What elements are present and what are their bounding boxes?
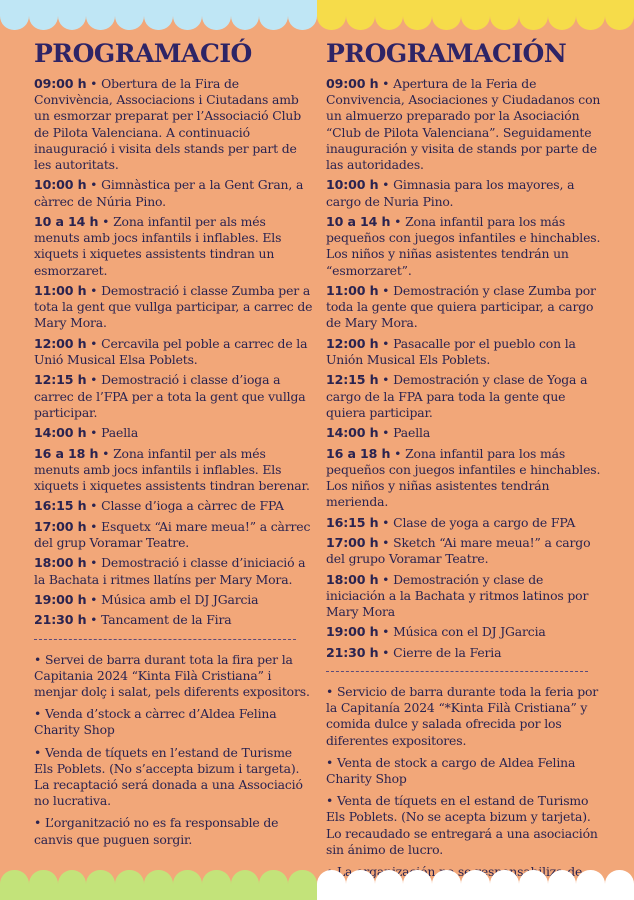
bullet-icon: • xyxy=(378,534,394,550)
schedule-description: Gimnasia para los mayores, a cargo de Nuria Pino. xyxy=(326,177,575,209)
schedule-time: 14:00 h xyxy=(34,425,87,441)
schedule-description: Clase de yoga a cargo de FPA xyxy=(393,514,576,530)
schedule-description: Demostración y clase Zumba por toda la gente que quiera participar, a cargo de Mary Mora. xyxy=(326,283,596,331)
schedule-time: 10:00 h xyxy=(326,177,379,193)
schedule-item xyxy=(326,425,606,441)
scallop-tooth xyxy=(259,0,288,30)
schedule-description: Demostración y clase de Yoga a cargo de la FPA para toda la gente que quiera participar. xyxy=(326,372,588,420)
catalan-divider xyxy=(34,639,296,640)
schedule-description: Música con el DJ JGarcia xyxy=(393,624,546,640)
scallop-tooth xyxy=(115,0,144,30)
schedule-time: 16:15 h xyxy=(326,514,379,530)
scallop-tooth xyxy=(490,870,519,900)
schedule-description: Zona infantil per als més menuts amb jocs infantils i inflables. Els xiquets i xiquetes assistents tindran un esmorzaret. xyxy=(34,214,282,278)
schedule-time: 11:00 h xyxy=(326,283,379,298)
scallop-tooth xyxy=(548,0,577,30)
scallop-tooth xyxy=(29,0,58,30)
schedule-item xyxy=(326,372,606,421)
schedule-item xyxy=(34,446,314,495)
schedule-time: 10:00 h xyxy=(34,177,87,193)
schedule-description: Demostració i classe d’iniciació a la Bachata i ritmes llatíns per Mary Mora. xyxy=(34,555,306,587)
schedule-description: Demostració i classe d’ioga a carrec de l’FPA per a tota la gent que vullga participar. xyxy=(34,372,306,420)
schedule-description: Cercavila pel poble a carrec de la Unió Musical Elsa Poblets. xyxy=(34,335,308,367)
schedule-time: 09:00 h xyxy=(34,76,87,91)
scallop-tooth xyxy=(519,0,548,30)
bullet-icon: • xyxy=(390,445,406,461)
schedule-item xyxy=(326,214,606,279)
schedule-time: 18:00 h xyxy=(34,555,87,571)
scallop-tooth xyxy=(202,0,231,30)
schedule-description: Esquetx “Ai mare meua!” a càrrec del grup Voramar Teatre. xyxy=(34,518,311,550)
scallop-tooth xyxy=(259,870,288,900)
scallop-tooth xyxy=(317,0,346,30)
schedule-item xyxy=(326,446,606,511)
schedule-description: Pasacalle por el pueblo con la Unión Musical Els Poblets. xyxy=(326,335,576,367)
info-note: • Venta de tíquets en el estand de Turismo Els Poblets. (No se acepta bizum y tarjeta). Lo recaudado se entregará a una asociación sin ánimo de lucro. xyxy=(326,793,598,857)
schedule-item xyxy=(326,336,606,368)
schedule-description: Demostración y clase de iniciación a la Bachata y ritmos latinos por Mary Mora xyxy=(326,571,589,619)
schedule-description: Zona infantil para los más pequeños con juegos infantiles e hinchables. Los niños y niñas asistentes tendrán un “esmorzaret”. xyxy=(326,214,601,278)
schedule-time: 19:00 h xyxy=(34,591,87,607)
bullet-icon: • xyxy=(86,372,102,388)
schedule-description: Sketch “Ai mare meua!” a cargo del grupo Voramar Teatre. xyxy=(326,534,591,567)
bottom-right-scallop xyxy=(317,870,634,900)
scallop-tooth xyxy=(0,0,29,30)
schedule-time: 14:00 h xyxy=(326,425,379,441)
bullet-icon: • xyxy=(378,335,394,351)
info-note: La se responsabiliza de xyxy=(336,863,583,879)
scallop-tooth xyxy=(0,870,29,900)
schedule-time: 09:00 h xyxy=(326,76,379,91)
scallop-tooth xyxy=(605,870,634,900)
schedule-item xyxy=(326,535,606,567)
schedule-description: Obertura de la Fira de Convivència, Associacions i Ciutadans amb un esmorzar preparat per l’Associació Club de Pilota Valenciana. A continuació inauguració i visita dels stands per part de les autoritats. xyxy=(34,76,302,173)
bullet-icon: • xyxy=(86,518,102,534)
scallop-tooth xyxy=(115,870,144,900)
catalan-schedule xyxy=(34,76,314,629)
schedule-item xyxy=(34,214,314,279)
bullet-icon: • xyxy=(378,425,394,441)
bullet-icon: • xyxy=(378,372,394,388)
bullet-icon: • xyxy=(378,76,394,91)
scallop-tooth xyxy=(58,870,87,900)
schedule-item xyxy=(34,372,314,421)
schedule-time: 10 a 14 h xyxy=(326,214,391,229)
schedule-time: 16:15 h xyxy=(34,498,87,514)
scallop-tooth xyxy=(288,0,317,30)
schedule-item xyxy=(34,519,314,551)
scallop-tooth xyxy=(432,870,461,900)
bullet-icon: • xyxy=(378,644,394,660)
info-note: • Servicio de barra durante toda la feria por la Capitanía 2024 “*Kinta Filà Cristiana” y comida dulce y salada ofrecida por los diferentes expositores. xyxy=(326,683,599,748)
scallop-tooth xyxy=(144,0,173,30)
schedule-time: 17:00 h xyxy=(34,518,87,534)
schedule-time: 21:30 h xyxy=(326,644,379,660)
schedule-description: Paella xyxy=(393,425,431,441)
info-note: • Venta de stock a cargo de Aldea Felina Charity Shop xyxy=(326,754,576,786)
bullet-icon: • xyxy=(86,498,102,514)
scallop-tooth xyxy=(58,0,87,30)
scallop-tooth xyxy=(461,0,490,30)
scallop-tooth xyxy=(548,870,577,900)
scallop-tooth xyxy=(231,0,260,30)
spanish-divider xyxy=(326,671,588,672)
spanish-notes xyxy=(326,684,606,896)
bullet-icon: • xyxy=(98,214,114,229)
schedule-item xyxy=(326,515,606,531)
bullet-icon: • xyxy=(378,571,394,587)
schedule-time: 11:00 h xyxy=(34,283,87,298)
info-note: • L’organització no es fa responsable de canvis que puguen sorgir. xyxy=(34,815,279,847)
scallop-tooth xyxy=(288,870,317,900)
schedule-item xyxy=(34,498,314,514)
schedule-item xyxy=(34,555,314,587)
bullet-icon: • xyxy=(390,214,406,229)
scallop-tooth xyxy=(317,870,346,900)
schedule-description: Música amb el DJ JGarcia xyxy=(101,591,259,607)
schedule-description: Classe d’ioga a càrrec de FPA xyxy=(101,498,284,514)
scallop-tooth xyxy=(432,0,461,30)
bullet-icon: • xyxy=(86,76,102,91)
bullet-icon: • xyxy=(86,425,102,441)
bullet-icon: • xyxy=(86,612,102,628)
bullet-icon: • xyxy=(86,177,102,193)
info-note: • Venda d’stock a càrrec d’Aldea Felina Charity Shop xyxy=(34,706,277,738)
scallop-tooth xyxy=(231,870,260,900)
top-scallop-border xyxy=(0,0,634,30)
bottom-left-scallop xyxy=(0,870,317,900)
schedule-description: Demostració i classe Zumba per a tota la gent que vullga participar, a carrec de Mary Mora. xyxy=(34,283,313,331)
scallop-tooth xyxy=(576,0,605,30)
schedule-item xyxy=(34,283,314,332)
bullet-icon: • xyxy=(86,283,102,298)
schedule-item xyxy=(326,645,606,661)
schedule-time: 10 a 14 h xyxy=(34,214,99,229)
info-note: • Venda de tíquets en l’estand de Turisme Els Poblets. (No s’accepta bizum i targeta). La recaptació será donada a una Associació no lucrativa. xyxy=(34,744,303,809)
schedule-time: 12:00 h xyxy=(34,335,87,351)
catalan-title: PROGRAMACIÓ xyxy=(34,39,252,68)
schedule-item xyxy=(326,572,606,621)
spanish-column xyxy=(326,40,606,900)
top-right-scallop xyxy=(317,0,634,30)
scallop-tooth xyxy=(346,870,375,900)
schedule-description: Zona infantil para los más pequeños con juegos infantiles e hinchables. Los niños y niñas asistentes tendrán merienda. xyxy=(326,445,601,510)
bullet-icon: • xyxy=(86,591,102,607)
scallop-tooth xyxy=(346,0,375,30)
bullet-icon: • xyxy=(378,624,394,640)
scallop-tooth xyxy=(375,870,404,900)
scallop-tooth xyxy=(461,870,490,900)
schedule-time: 16 a 18 h xyxy=(34,445,99,461)
bullet-icon: • xyxy=(86,335,102,351)
schedule-time: 16 a 18 h xyxy=(326,445,391,461)
schedule-description: Gimnàstica per a la Gent Gran, a càrrec de Núria Pino. xyxy=(34,177,304,209)
scallop-tooth xyxy=(202,870,231,900)
catalan-column xyxy=(34,40,314,854)
scallop-tooth xyxy=(519,870,548,900)
schedule-description: Paella xyxy=(101,425,139,441)
scallop-tooth xyxy=(86,0,115,30)
scallop-tooth xyxy=(403,870,432,900)
schedule-item xyxy=(34,425,314,441)
scallop-tooth xyxy=(605,0,634,30)
scallop-tooth xyxy=(173,870,202,900)
schedule-item xyxy=(326,624,606,640)
schedule-time: 17:00 h xyxy=(326,534,379,550)
top-left-scallop xyxy=(0,0,317,30)
schedule-item xyxy=(34,76,314,173)
scallop-tooth xyxy=(29,870,58,900)
schedule-time: 12:15 h xyxy=(326,372,379,388)
schedule-time: 19:00 h xyxy=(326,624,379,640)
info-note: • Servei de barra durant tota la fira per la Capitania 2024 “Kinta Filà Cristiana” i menjar dolç i salat, pels diferents expositors. xyxy=(34,651,310,699)
schedule-item xyxy=(34,336,314,368)
schedule-item xyxy=(34,177,314,209)
schedule-time: 18:00 h xyxy=(326,571,379,587)
schedule-description: Zona infantil per als més menuts amb jocs infantils i inflables. Els xiquets i xiquetes assistents tindran berenar. xyxy=(34,445,310,493)
bullet-icon: • xyxy=(378,514,394,530)
schedule-description: Apertura de la Feria de Convivencia, Asociaciones y Ciudadanos con un almuerzo preparado por la Asociación “Club de Pilota Valenciana”. Seguidamente inauguración y visita de stands por parte de las autoridades. xyxy=(326,76,601,173)
scallop-tooth xyxy=(375,0,404,30)
schedule-time: 12:00 h xyxy=(326,335,379,351)
schedule-item xyxy=(326,76,606,173)
schedule-item xyxy=(326,283,606,332)
scallop-tooth xyxy=(490,0,519,30)
catalan-notes xyxy=(34,652,314,848)
bullet-icon: • xyxy=(378,283,394,298)
scallop-tooth xyxy=(86,870,115,900)
bullet-icon: • xyxy=(86,555,102,571)
scallop-tooth xyxy=(576,870,605,900)
spanish-title: PROGRAMACIÓN xyxy=(326,39,567,68)
bottom-scallop-border xyxy=(0,870,634,900)
schedule-time: 21:30 h xyxy=(34,612,87,628)
schedule-description: Tancament de la Fira xyxy=(101,612,232,628)
schedule-item xyxy=(326,177,606,209)
schedule-time: 12:15 h xyxy=(34,372,87,388)
schedule-item xyxy=(34,592,314,608)
scallop-tooth xyxy=(403,0,432,30)
spanish-schedule xyxy=(326,76,606,661)
bullet-icon: • xyxy=(98,445,114,461)
scallop-tooth xyxy=(144,870,173,900)
scallop-tooth xyxy=(173,0,202,30)
bullet-icon: • xyxy=(378,177,394,193)
schedule-description: Cierre de la Feria xyxy=(393,644,502,660)
schedule-item xyxy=(34,612,314,628)
